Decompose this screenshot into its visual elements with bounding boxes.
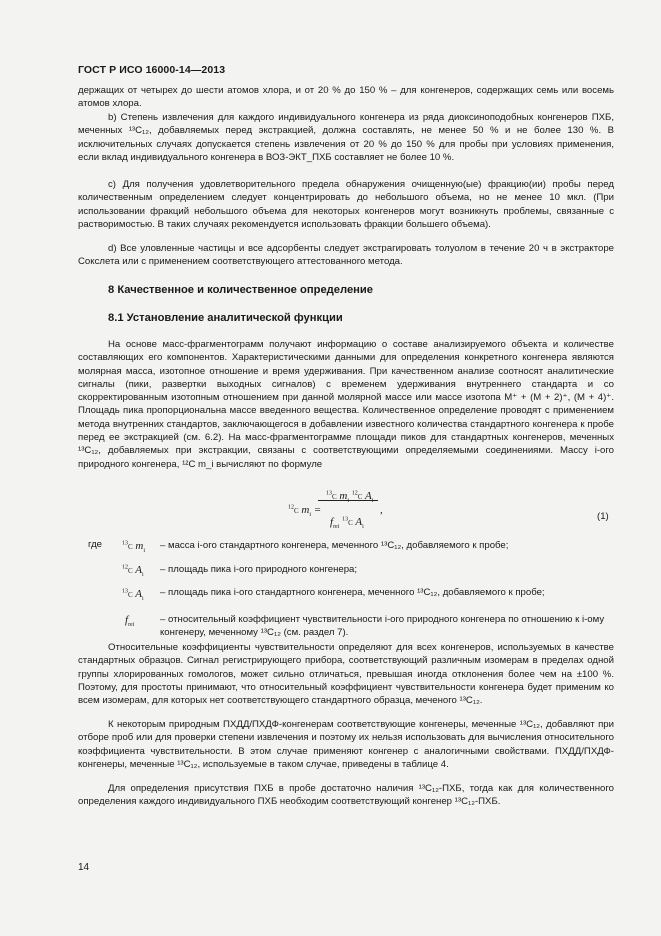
formula-comma: , <box>380 504 383 516</box>
page-number: 14 <box>78 862 90 873</box>
paragraph-some-congeners: К некоторым природным ПХДД/ПХДФ-конгенерам соответствующие конгенеры, меченные ¹³C₁₂, добавляют при отборе проб или для проверки степени извлечения и поэтому их нельзя использовать для вычисления относительного коэффициента чувствительности. В этом случае применяют конгенер с аналогичными свойствами. ПХДД/ПХДФ-конгенеры, меченные ¹³C₁₂, используемые в таком случае, приведены в таблице 4. <box>78 719 614 770</box>
definition-3: – площадь пика i-ого стандартного конгенера, меченного ¹³C₁₂, добавляемого к пробе; <box>160 587 545 598</box>
symbol-mass-labeled: $^{13}$C $m_i$ <box>122 540 146 555</box>
section-heading-8: 8 Качественное и количественное определение <box>108 284 374 296</box>
paragraph-b: b) Степень извлечения для каждого индивидуального конгенера из ряда диоксиноподобных конгенеров ПХБ, меченных ¹³C₁₂, добавляемых перед экстракцией, должна составлять, не менее 50 % и не более 130 %. В исключительных случаях допускается степень извлечения от 20 % до 150 % для пробы при условиях применения, если вклад индивидуального конгенера в ВОЗ-ЭКТ_ПХБ составляет не более 10 %. <box>78 112 614 163</box>
paragraph-continuation: держащих от четырех до шести атомов хлора, и от 20 % до 150 % – для конгенеров, содержащих семь или восемь атомов хлора. <box>78 85 614 110</box>
symbol-area-natural: $^{12}$C $A_i$ <box>122 564 144 579</box>
paragraph-d: d) Все уловленные частицы и все адсорбенты следует экстрагировать толуолом в течение 20 ч в экстракторе Сокслета или с применением соответствующего аттестованного метода. <box>78 243 614 268</box>
formula-numerator: $^{13}$C $m_i$ $^{12}$C $A_i$ <box>326 490 374 505</box>
section-heading-8-1: 8.1 Установление аналитической функции <box>108 312 343 324</box>
paragraph-relative-factors: Относительные коэффициенты чувствительности определяют для всех конгенеров, используемых в качестве стандартных образцов. Сигнал регистрирующего прибора, соответствующий различным изомерам в пределах одной группы хлорированных гомологов, может сильно отличаться, превышая иногда отклонения более чем на ±100 %. Поэтому, для простоты принимают, что относительный коэффициент чувствительности конгенера будет применим ко всем изомерам, для которых нет соответствующего стандартного образца, меченого ¹³C₁₂. <box>78 642 614 707</box>
document-header: ГОСТ Р ИСО 16000-14—2013 <box>78 64 226 76</box>
paragraph-pcb-determination: Для определения присутствия ПХБ в пробе достаточно наличия ¹³C₁₂-ПХБ, тогда как для количественного определения каждого индивидуального ПХБ необходим соответствующий конгенер ¹³C₁₂-ПХБ. <box>78 783 614 808</box>
definition-1: – масса i-ого стандартного конгенера, меченного ¹³C₁₂, добавляемого к пробе; <box>160 540 509 551</box>
symbol-response-factor: $f_{rei}$ <box>125 614 135 629</box>
paragraph-c: c) Для получения удовлетворительного предела обнаружения очищенную(ые) фракцию(ии) пробы перед количественным определением следует концентрировать до небольшого объема, но не менее 10 мкл. (При использовании фракций небольшого объема для некоторых конгенеров могут возникнуть проблемы, связанные с растворимостью. В таких случаях рекомендуется использовать фракции большего объема). <box>78 179 614 230</box>
formula-denominator: $f_{rei}$ $^{13}$C $A_i$ <box>330 516 364 531</box>
symbol-area-labeled: $^{13}$C $A_i$ <box>122 588 144 603</box>
definition-4: – относительный коэффициент чувствительности i-ого природного конгенера по отношению к i-ому конгенеру, меченному ¹³C₁₂ (см. раздел 7). <box>160 614 605 639</box>
paragraph-main: На основе масс-фрагментограмм получают информацию о составе анализируемого объекта и количестве составляющих его компонентов. Характеристическими данными для определения конкретного конгенера являются молярная масса, изотопное отношение и время удерживания. При качественном анализе соотносят аналитические сигналы (пики, развертки выходных сигналов) с временем удерживания внутреннего стандарта и со скорректированным изотопным отношением при данной молярной массе или массе изотопа M⁺ + (M + 2)⁺, (M + 4)⁺. Площадь пика пропорциональна массе введенного вещества. Количественное определение проводят с применением метода внутренних стандартов, заключающегося в добавлении известного количества стандартного конгенера к пробе перед ее экстракцией (см. 6.2). На масс-фрагментограмме площади пиков для стандартных конгенеров, меченных ¹³C₁₂, добавляемых при экстракции, связаны с соответствующими определяемыми соединениями. Массу i-ого природного конгенера, ¹²C m_i вычисляют по формуле <box>78 339 614 470</box>
definition-2: – площадь пика i-ого природного конгенера; <box>160 564 358 575</box>
formula-lhs: $^{12}$C $m_i$ = <box>288 504 322 519</box>
where-label: где <box>88 539 103 550</box>
formula-fraction-bar <box>318 500 378 501</box>
equation-number: (1) <box>597 511 609 522</box>
